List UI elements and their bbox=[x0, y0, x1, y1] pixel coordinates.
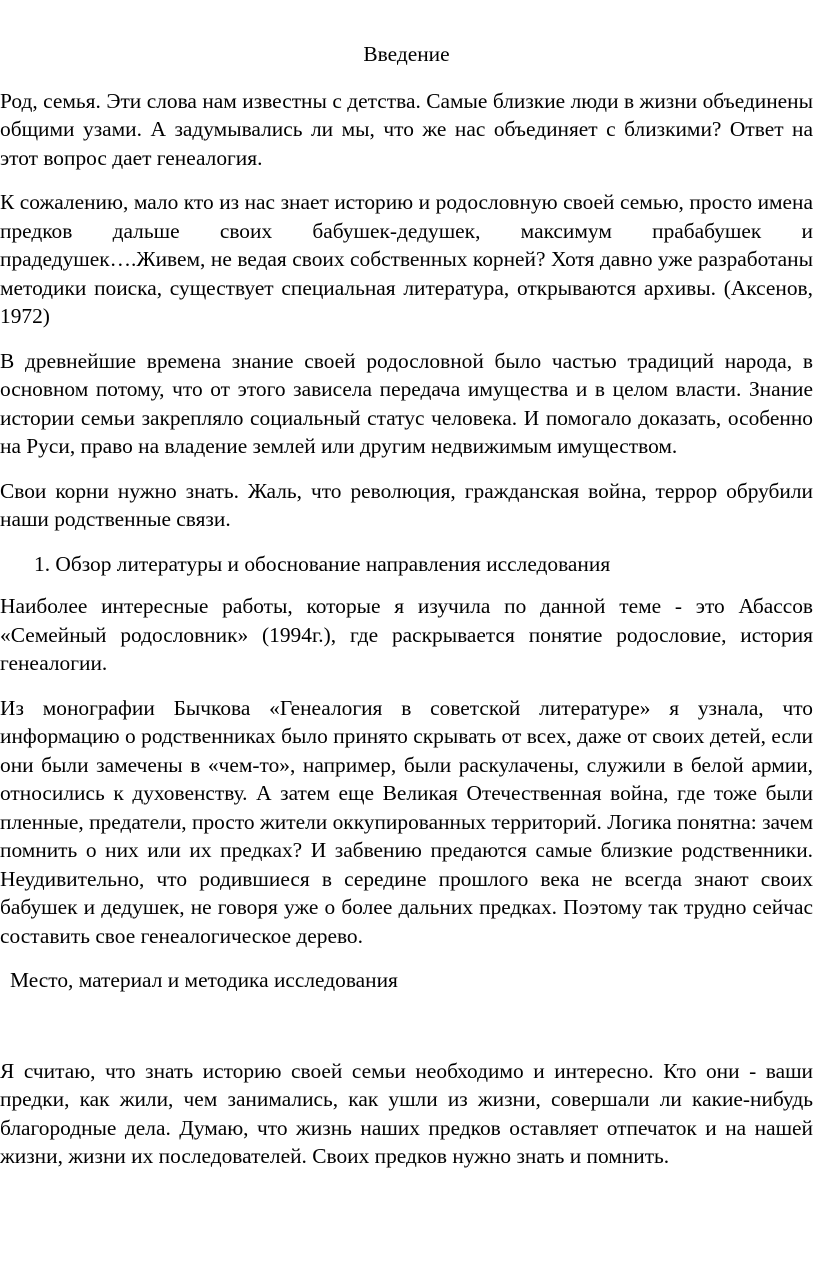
paragraph-intro: Род, семья. Эти слова нам известны с детства. Самые близкие люди в жизни объединены общими узами. А задумывались ли мы, что же нас объединяет с близкими? Ответ на этот вопрос дает генеалогия. bbox=[0, 88, 813, 170]
section-heading-methods: Место, материал и методика исследования bbox=[10, 968, 398, 992]
document-title: Введение bbox=[363, 42, 450, 66]
paragraph-abassov: Наиболее интересные работы, которые я изучила по данной теме - это Абассов «Семейный родословник» (1994г.), где раскрывается понятие родословие, история генеалогии. bbox=[0, 594, 813, 675]
paragraph-bychkov: Из монографии Бычкова «Генеалогия в советской литературе» я узнала, что информацию о родственниках было принято скрывать от всех, даже от своих детей, если они были замечены в «чем-то», например, были раскулачены, служили в белой армии, относились к духовенству. А затем еще Великая Отечественная война, где тоже были пленные, предатели, просто жители оккупированных территорий. Логика понятна: зачем помнить о них или их предках? И забвению предаются самые близкие родственники. Неудивительно, что родившиеся в середине прошлого века не всегда знают своих бабушек и дедушек, не говоря уже о более дальних предках. Поэтому так трудно сейчас составить свое генеалогическое дерево. bbox=[0, 695, 813, 948]
paragraph-conclusion: Я считаю, что знать историю своей семьи необходимо и интересно. Кто они - ваши предки, как жили, чем занимались, как ушли из жизни, совершали ли какие-нибудь благородные дела. Думаю, что жизнь наших предков оставляет отпечаток и на нашей жизни, жизни их последователей. Своих предков нужно знать и помнить. bbox=[0, 1058, 813, 1168]
paragraph-ancient-times: В древнейшие времена знание своей родословной было частью традиций народа, в основном потому, что от этого зависела передача имущества и в целом власти. Знание истории семьи закрепляло социальный статус человека. И помогало доказать, особенно на Руси, право на владение землей или другим недвижимым имуществом. bbox=[0, 348, 813, 458]
section-heading-literature-review: 1. Обзор литературы и обоснование направления исследования bbox=[34, 551, 611, 576]
paragraph-roots: Свои корни нужно знать. Жаль, что революция, гражданская война, террор обрубили наши родственные связи. bbox=[0, 478, 813, 531]
blank-spacer bbox=[0, 995, 813, 1057]
paragraph-regret: К сожалению, мало кто из нас знает историю и родословную своей семью, просто имена предков дальше своих бабушек-дедушек, максимум прабабушек и прадедушек….Живем, не ведая своих собственных корней? Хотя давно уже разработаны методики поиска, существует специальная литература, открываются архивы. (Аксенов, 1972) bbox=[0, 190, 813, 328]
